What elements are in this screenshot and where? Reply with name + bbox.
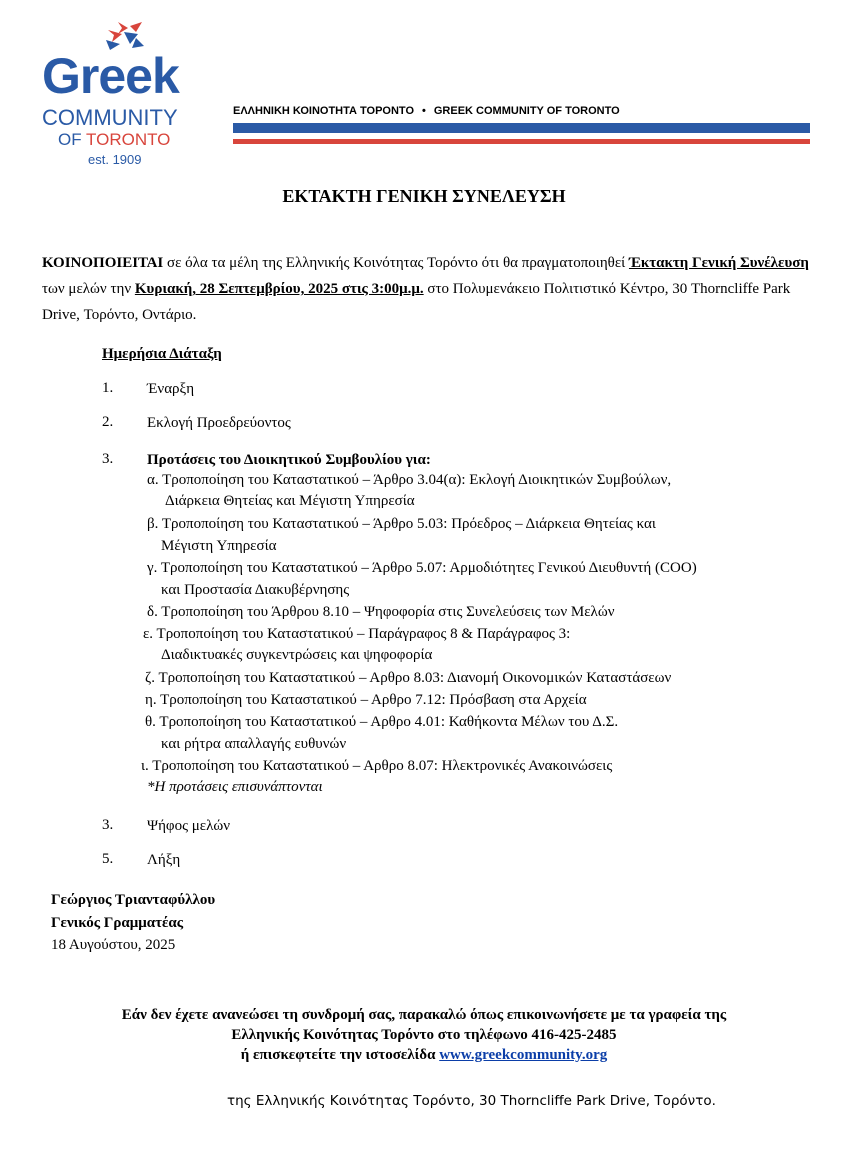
- proposal-line: η. Τροποποίηση του Καταστατικού – Αρθρο 7.12: Πρόσβαση στα Αρχεία: [145, 692, 587, 708]
- meeting-type: Έκτακτη Γενική Συνέλευση: [628, 255, 809, 271]
- proposal-line: και ρήτρα απαλλαγής ευθυνών: [161, 736, 347, 752]
- footer-line-2: Ελληνικής Κοινότητας Τορόντο στο τηλέφωνο 416-425-2485: [231, 1027, 617, 1043]
- community-logo: [38, 18, 198, 168]
- agenda-heading: Ημερήσια Διάταξη: [102, 346, 222, 362]
- signature-date: 18 Αυγούστου, 2025: [51, 937, 176, 953]
- proposals-note: *Η προτάσεις επισυνάπτονται: [147, 779, 323, 795]
- notice-text-3: στο Πολυμενάκειο Πολιτιστικό Κέντρο, 30 Thorncliffe Park Drive, Τορόντο, Οντάριο.: [42, 281, 791, 323]
- proposal-line: γ. Τροποποίηση του Καταστατικού – Άρθρο 5.07: Αρμοδιότητες Γενικού Διευθυντή (COO): [147, 560, 697, 576]
- agenda-number: 1.: [102, 380, 114, 396]
- footer-line-3-prefix: ή επισκεφτείτε την ιστοσελίδα: [240, 1047, 440, 1063]
- website-link[interactable]: www.greekcommunity.org: [439, 1047, 608, 1063]
- proposal-line: ε. Τροποποίηση του Καταστατικού – Παράγραφος 8 & Παράγραφος 3:: [143, 626, 571, 642]
- notice-text-1: σε όλα τα μέλη της Ελληνικής Κοινότητας Τορόντο ότι θα πραγματοποιηθεί: [163, 255, 629, 271]
- agenda-number: 2.: [102, 414, 114, 430]
- logo-toronto: TORONTO: [86, 130, 171, 149]
- agenda-number: 5.: [102, 851, 114, 867]
- document-title: ΕΚΤΑΚΤΗ ΓΕΝΙΚΗ ΣΥΝΕΛΕΥΣΗ: [282, 186, 566, 206]
- logo-established: est. 1909: [88, 152, 142, 167]
- notice-paragraph: [42, 250, 812, 328]
- meeting-date: Κυριακή, 28 Σεπτεμβρίου, 2025 στις 3:00μ.μ.: [134, 281, 424, 297]
- notice-lead: ΚΟΙΝΟΠΟΙΕΙΤΑΙ: [42, 255, 164, 271]
- proposal-line: δ. Τροποποίηση του Άρθρου 8.10 – Ψηφοφορία στις Συνελεύσεις των Μελών: [147, 604, 615, 620]
- proposal-line: ζ. Τροποποίηση του Καταστατικού – Αρθρο 8.03: Διανομή Οικονομικών Καταστάσεων: [145, 670, 672, 686]
- footer-line-1: Εάν δεν έχετε ανανεώσει τη συνδρομή σας, παρακαλώ όπως επικοινωνήσετε με τα γραφεία της: [121, 1007, 727, 1023]
- agenda-number: 3.: [102, 817, 114, 833]
- agenda-item: Ψήφος μελών: [147, 818, 231, 834]
- proposal-line: Διαδικτυακές συγκεντρώσεις και ψηφοφορία: [161, 647, 433, 663]
- footer-address: της Ελληνικής Κοινότητας Τορόντο, 30 Thorncliffe Park Drive, Τορόντο.: [227, 1093, 716, 1109]
- agenda-number: 3.: [102, 451, 114, 467]
- logo-of: OF: [58, 130, 87, 149]
- proposal-line: Διάρκεια Θητείας και Μέγιστη Υπηρεσία: [165, 493, 415, 509]
- agenda-item: Λήξη: [147, 852, 181, 868]
- letterhead-greek-name: ΕΛΛΗΝΙΚΗ ΚΟΙΝΟΤΗΤΑ ΤΟΡΟΝΤΟ: [233, 105, 415, 117]
- proposal-line: β. Τροποποίηση του Καταστατικού – Άρθρο 5.03: Πρόεδρος – Διάρκεια Θητείας και: [147, 516, 656, 532]
- letterhead: [233, 105, 620, 117]
- logo-wordmark-greek: Greek: [42, 48, 179, 104]
- signatory-name: Γεώργιος Τριανταφύλλου: [51, 892, 216, 908]
- logo-wordmark-of-toronto: [58, 130, 170, 150]
- letterhead-red-bar: [233, 139, 810, 144]
- proposal-line: και Προστασία Διακυβέρνησης: [161, 582, 350, 598]
- proposal-line: ι. Τροποποίηση του Καταστατικού – Αρθρο 8.07: Ηλεκτρονικές Ανακοινώσεις: [141, 758, 613, 774]
- letterhead-english-name: GREEK COMMUNITY OF TORONTO: [433, 105, 620, 117]
- logo-wordmark-community: COMMUNITY: [42, 105, 178, 130]
- agenda-item: Εκλογή Προεδρεύοντος: [147, 415, 291, 431]
- proposal-line: θ. Τροποποίηση του Καταστατικού – Αρθρο 4.01: Καθήκοντα Μέλων του Δ.Σ.: [145, 714, 619, 730]
- proposal-line: Μέγιστη Υπηρεσία: [161, 538, 277, 554]
- letterhead-separator: •: [422, 105, 426, 117]
- letterhead-blue-bar: [233, 123, 810, 133]
- proposal-line: α. Τροποποίηση του Καταστατικού – Άρθρο 3.04(α): Εκλογή Διοικητικών Συμβούλων,: [147, 472, 672, 488]
- signatory-role: Γενικός Γραμματέας: [51, 915, 184, 931]
- footer-line-3: [0, 1045, 848, 1065]
- agenda-item: Έναρξη: [147, 381, 195, 397]
- agenda-item: Προτάσεις του Διοικητικού Συμβουλίου για:: [147, 452, 431, 468]
- notice-text-2: των μελών την: [42, 281, 135, 297]
